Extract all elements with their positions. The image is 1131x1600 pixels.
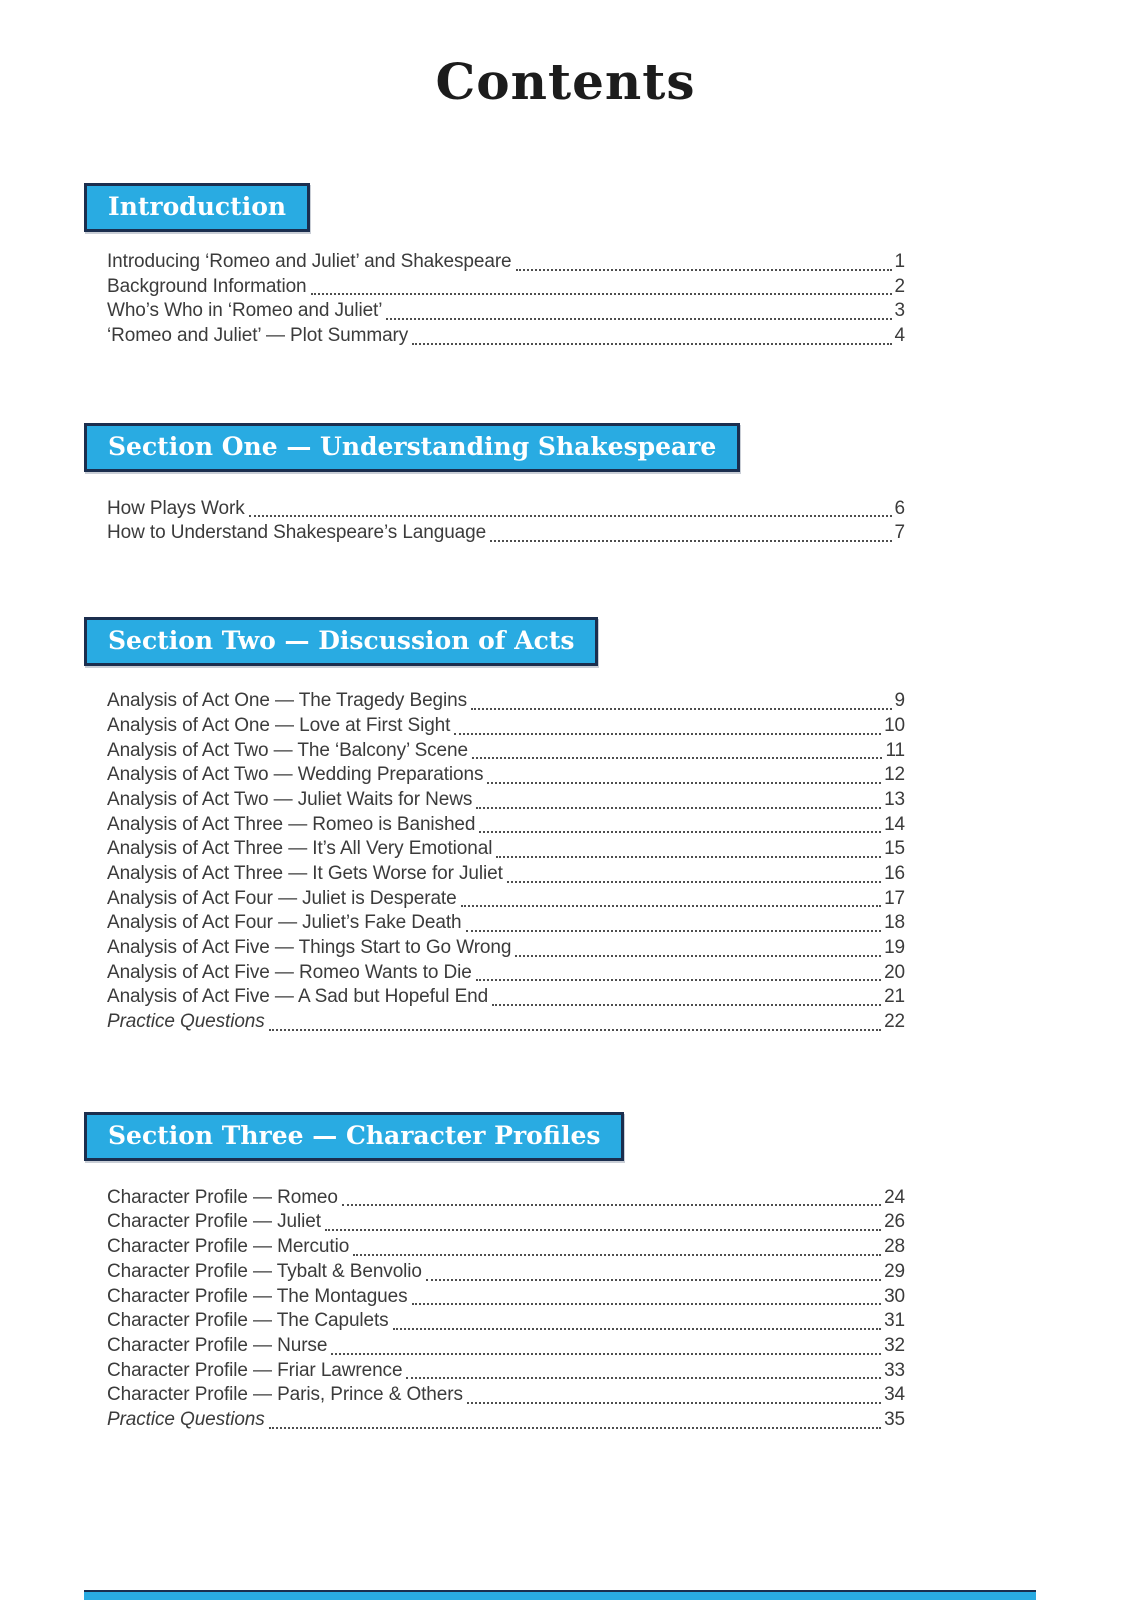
- toc-entry: [107, 937, 905, 962]
- toc-sections: [0, 183, 1131, 1434]
- entry-title: Background Information: [107, 275, 307, 297]
- toc-entry: [107, 1310, 905, 1335]
- dot-leader: [461, 905, 882, 907]
- dot-leader: [479, 831, 881, 833]
- toc-entry: [107, 789, 905, 814]
- toc-entry: [107, 690, 905, 715]
- dot-leader: [412, 343, 891, 345]
- dot-leader: [466, 930, 882, 932]
- entry-title: Character Profile — Nurse: [107, 1334, 328, 1356]
- dot-leader: [515, 955, 881, 957]
- section-header-box: Section Two — Discussion of Acts: [84, 617, 598, 666]
- toc-section: [84, 423, 1131, 547]
- toc-entry: [107, 838, 905, 863]
- entry-page-number: 2: [894, 275, 905, 297]
- toc-entry: [107, 1384, 905, 1409]
- dot-leader: [472, 757, 883, 759]
- toc-entry: [107, 276, 905, 301]
- entry-title: Practice Questions: [107, 1011, 265, 1033]
- dot-leader: [412, 1303, 882, 1305]
- entry-title: Practice Questions: [107, 1408, 265, 1430]
- toc-entry: [107, 498, 905, 523]
- entry-page-number: 15: [884, 838, 905, 860]
- entry-page-number: 13: [884, 788, 905, 810]
- dot-leader: [426, 1279, 881, 1281]
- entry-page-number: 22: [884, 1011, 905, 1033]
- section-header-box: Section Three — Character Profiles: [84, 1112, 624, 1161]
- dot-leader: [325, 1229, 881, 1231]
- dot-leader: [406, 1377, 881, 1379]
- toc-section: [84, 1112, 1131, 1434]
- entry-title: Character Profile — Friar Lawrence: [107, 1359, 403, 1381]
- entry-page-number: 18: [884, 912, 905, 934]
- entry-title: How to Understand Shakespeare’s Language: [107, 522, 487, 544]
- entry-page-number: 12: [884, 764, 905, 786]
- section-entries: [107, 251, 905, 350]
- entry-page-number: 35: [884, 1408, 905, 1430]
- entry-page-number: 17: [884, 887, 905, 909]
- entry-title: Analysis of Act Three — It’s All Very Emotional: [107, 838, 493, 860]
- entry-title: Introducing ‘Romeo and Juliet’ and Shakespeare: [107, 251, 512, 272]
- dot-leader: [386, 318, 891, 320]
- section-header-box: Section One — Understanding Shakespeare: [84, 423, 740, 472]
- toc-entry: [107, 251, 905, 276]
- entry-page-number: 4: [894, 325, 905, 347]
- entry-title: Character Profile — Romeo: [107, 1186, 338, 1208]
- entry-title: Analysis of Act Three — It Gets Worse for Juliet: [107, 862, 503, 884]
- entry-title: Character Profile — Paris, Prince & Others: [107, 1384, 463, 1406]
- dot-leader: [496, 856, 881, 858]
- toc-entry: [107, 715, 905, 740]
- entry-page-number: 7: [894, 522, 905, 544]
- entry-title: Analysis of Act Five — A Sad but Hopeful End: [107, 986, 489, 1008]
- dot-leader: [269, 1029, 881, 1031]
- section-entries: [107, 690, 905, 1036]
- dot-leader: [353, 1254, 881, 1256]
- toc-entry: [107, 1236, 905, 1261]
- toc-entry: [107, 888, 905, 913]
- entry-title: ‘Romeo and Juliet’ — Plot Summary: [107, 325, 409, 347]
- toc-entry: [107, 962, 905, 987]
- section-entries: [107, 1187, 905, 1434]
- entry-title: How Plays Work: [107, 497, 245, 519]
- entry-title: Analysis of Act One — The Tragedy Begins: [107, 690, 468, 712]
- next-section-box-cropped-edge: [84, 1590, 1036, 1600]
- entry-page-number: 10: [884, 714, 905, 736]
- entry-page-number: 32: [884, 1334, 905, 1356]
- toc-entry: [107, 814, 905, 839]
- entry-title: Analysis of Act Five — Romeo Wants to Die: [107, 961, 472, 983]
- entry-title: Character Profile — The Capulets: [107, 1310, 389, 1332]
- entry-page-number: 6: [894, 497, 905, 519]
- entry-title: Analysis of Act Two — The ‘Balcony’ Scene: [107, 739, 468, 761]
- entry-page-number: 19: [884, 937, 905, 958]
- dot-leader: [269, 1427, 881, 1429]
- dot-leader: [342, 1204, 881, 1206]
- dot-leader: [490, 540, 891, 542]
- toc-entry: [107, 1360, 905, 1385]
- dot-leader: [393, 1328, 881, 1330]
- dot-leader: [249, 515, 892, 517]
- toc-entry: [107, 740, 905, 765]
- toc-entry: [107, 764, 905, 789]
- toc-section: [84, 183, 1131, 350]
- entry-title: Character Profile — Mercutio: [107, 1236, 350, 1258]
- toc-entry: [107, 1286, 905, 1311]
- entry-title: Analysis of Act One — Love at First Sight: [107, 714, 451, 736]
- toc-entry: [107, 1011, 905, 1036]
- entry-page-number: 31: [884, 1310, 905, 1332]
- entry-title: Character Profile — The Montagues: [107, 1285, 408, 1307]
- toc-section: [84, 617, 1131, 1036]
- entry-page-number: 14: [884, 813, 905, 835]
- dot-leader: [331, 1353, 881, 1355]
- page-title: Contents: [435, 52, 696, 111]
- dot-leader: [471, 708, 892, 710]
- section-entries: [107, 498, 905, 547]
- entry-page-number: 20: [884, 961, 905, 983]
- entry-page-number: 30: [884, 1285, 905, 1307]
- toc-entry: [107, 1211, 905, 1236]
- dot-leader: [507, 881, 881, 883]
- entry-title: Character Profile — Juliet: [107, 1211, 321, 1233]
- entry-title: Analysis of Act Four — Juliet is Desperate: [107, 887, 457, 909]
- entry-page-number: 26: [884, 1211, 905, 1233]
- entry-title: Analysis of Act Two — Juliet Waits for News: [107, 788, 473, 810]
- entry-page-number: 16: [884, 862, 905, 884]
- toc-entry: [107, 1335, 905, 1360]
- toc-entry: [107, 1187, 905, 1212]
- entry-page-number: 1: [894, 251, 905, 272]
- dot-leader: [487, 782, 881, 784]
- section-header-box: Introduction: [84, 183, 310, 232]
- toc-entry: [107, 300, 905, 325]
- toc-entry: [107, 1261, 905, 1286]
- dot-leader: [311, 293, 892, 295]
- entry-page-number: 24: [884, 1186, 905, 1208]
- dot-leader: [454, 733, 881, 735]
- entry-title: Analysis of Act Three — Romeo is Banished: [107, 813, 476, 835]
- entry-page-number: 34: [884, 1384, 905, 1406]
- entry-page-number: 28: [884, 1236, 905, 1258]
- entry-page-number: 29: [884, 1260, 905, 1282]
- entry-page-number: 11: [885, 739, 905, 761]
- entry-title: Analysis of Act Two — Wedding Preparations: [107, 764, 484, 786]
- entry-title: Analysis of Act Four — Juliet’s Fake Death: [107, 912, 462, 934]
- toc-entry: [107, 522, 905, 547]
- toc-entry: [107, 1409, 905, 1434]
- entry-title: Analysis of Act Five — Things Start to Go Wrong: [107, 937, 512, 958]
- entry-title: Who’s Who in ‘Romeo and Juliet’: [107, 300, 383, 322]
- dot-leader: [476, 979, 881, 981]
- toc-entry: [107, 863, 905, 888]
- dot-leader: [492, 1004, 881, 1006]
- entry-page-number: 21: [884, 986, 905, 1008]
- toc-entry: [107, 986, 905, 1011]
- entry-page-number: 3: [894, 300, 905, 322]
- dot-leader: [467, 1402, 881, 1404]
- entry-page-number: 33: [884, 1359, 905, 1381]
- dot-leader: [516, 269, 892, 271]
- entry-page-number: 9: [894, 690, 905, 712]
- toc-entry: [107, 912, 905, 937]
- toc-entry: [107, 325, 905, 350]
- dot-leader: [476, 807, 881, 809]
- entry-title: Character Profile — Tybalt & Benvolio: [107, 1260, 422, 1282]
